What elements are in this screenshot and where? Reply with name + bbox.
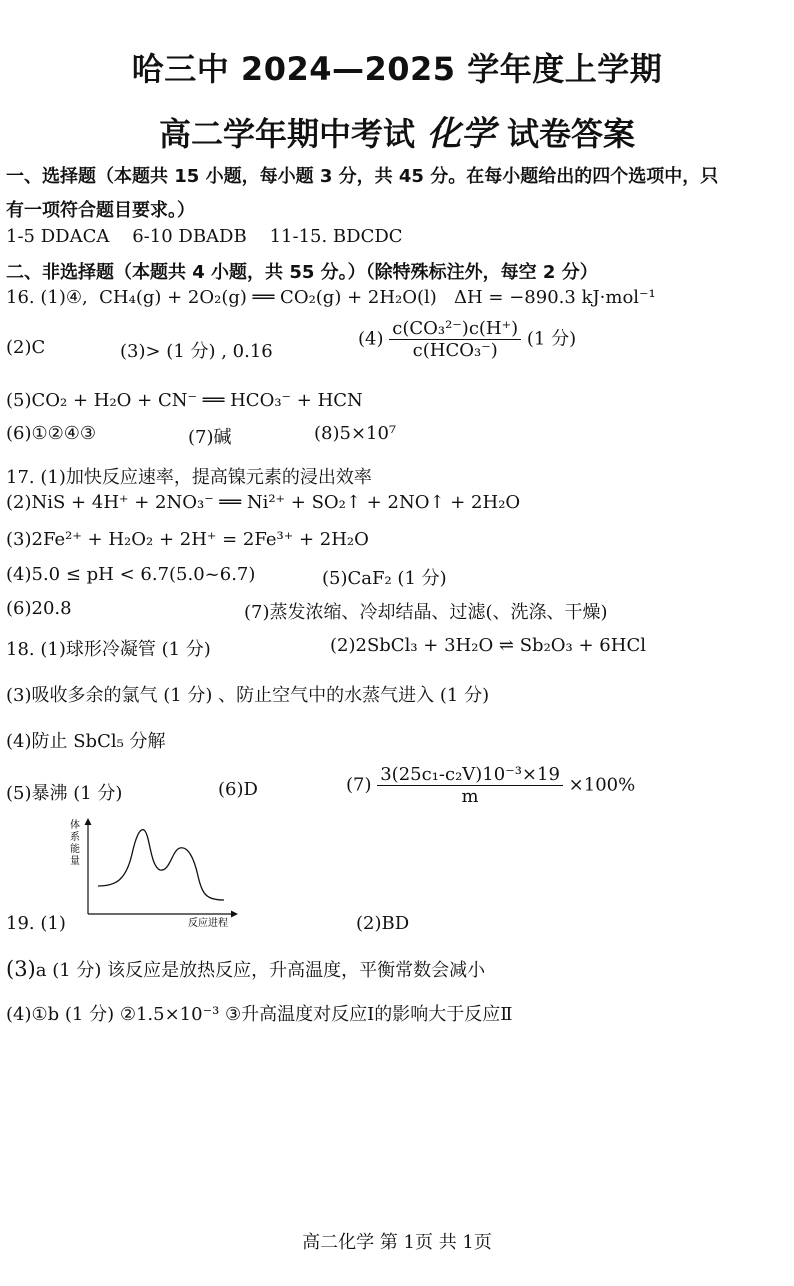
q16-p4-denominator: c(HCO₃⁻)	[412, 340, 498, 361]
q17-part3: (3)2Fe²⁺ + H₂O₂ + 2H⁺ = 2Fe³⁺ + 2H₂O	[6, 529, 369, 550]
page-subtitle	[0, 106, 794, 155]
q18-part1: 18. (1)球形冷凝管 (1 分)	[6, 639, 211, 660]
q18-p7-denominator: m	[461, 786, 479, 807]
section1-heading-a: 一、选择题（本题共 15 小题，每小题 3 分，共 45 分。在每小题给出的四个选项中，只	[6, 166, 719, 187]
graph-y-label: 体 系 能 量	[70, 820, 80, 867]
q16-part2: (2)C	[6, 337, 46, 358]
q18-p7-label: (7)	[346, 774, 372, 796]
subject-name: 化学	[427, 114, 495, 154]
q19-p3-text: a (1 分) 该反应是放热反应，升高温度，平衡常数会减小	[35, 960, 486, 981]
q16-part6: (6)①②④③	[6, 423, 97, 444]
subtitle-pre: 高二学年期中考试	[158, 115, 415, 153]
q17-part4: (4)5.0 ≤ pH < 6.7(5.0~6.7)	[6, 564, 256, 585]
q18-part2: (2)2SbCl₃ + 3H₂O ⇌ Sb₂O₃ + 6HCl	[330, 635, 646, 656]
q16-p4-fraction	[389, 318, 521, 361]
q19-part2: (2)BD	[356, 913, 410, 934]
q16-part4	[358, 318, 576, 361]
q17-part1: 17. (1)加快反应速率，提高镍元素的浸出效率	[6, 467, 372, 488]
x-axis-arrow-icon	[231, 911, 238, 918]
q17-part6: (6)20.8	[6, 598, 72, 619]
q16-part7: (7)碱	[188, 427, 232, 448]
page-footer: 高二化学 第 1页 共 1页	[302, 1232, 492, 1253]
q16-p4-numerator: c(CO₃²⁻)c(H⁺)	[389, 318, 521, 340]
q16-part5: (5)CO₂ + H₂O + CN⁻ ══ HCO₃⁻ + HCN	[6, 390, 363, 411]
q16-part3: (3)> (1 分) , 0.16	[120, 341, 273, 362]
subtitle-post: 试卷答案	[507, 115, 636, 153]
q18-part6: (6)D	[218, 779, 258, 800]
q19-part3	[6, 956, 485, 982]
q16-part1	[6, 287, 656, 308]
q18-p7-numerator: 3(25c₁-c₂V)10⁻³×19	[377, 764, 563, 786]
q17-part2: (2)NiS + 4H⁺ + 2NO₃⁻ ══ Ni²⁺ + SO₂↑ + 2NO↑ + 2H₂O	[6, 492, 521, 513]
q16-p4-label: (4)	[358, 328, 384, 350]
q18-part4: (4)防止 SbCl₅ 分解	[6, 731, 166, 752]
q16-p4-score: (1 分)	[526, 328, 577, 350]
energy-profile-graph	[64, 814, 244, 932]
q16-part8: (8)5×10⁷	[314, 423, 397, 444]
page-title: 哈三中 2024—2025 学年度上学期	[131, 50, 663, 88]
graph-x-label: 反应进程	[188, 918, 228, 929]
q18-part7	[346, 764, 635, 807]
q19-part1: 19. (1)	[6, 913, 66, 934]
q19-p3-label: (3)	[6, 957, 36, 981]
q18-part3: (3)吸收多余的氯气 (1 分) 、防止空气中的水蒸气进入 (1 分)	[6, 685, 490, 706]
q19-part4: (4)①b (1 分) ②1.5×10⁻³ ③升高温度对反应Ⅰ的影响大于反应Ⅱ	[6, 1004, 513, 1025]
energy-curve	[98, 830, 224, 900]
q16-p1-enthalpy: ΔH = −890.3 kJ·mol⁻¹	[453, 287, 656, 308]
section2-heading: 二、非选择题（本题共 4 小题，共 55 分。）（除特殊标注外，每空 2 分）	[6, 262, 598, 283]
q16-p1-equation: CH₄(g) + 2O₂(g) ══ CO₂(g) + 2H₂O(l)	[99, 287, 437, 308]
q17-part7: (7)蒸发浓缩、冷却结晶、过滤(、洗涤、干燥)	[244, 602, 608, 623]
choice-answers: 1-5 DDACA 6-10 DBADB 11-15. BDCDC	[6, 226, 403, 247]
q16-p1-prefix: 16. (1)④,	[6, 287, 88, 308]
q18-part5: (5)暴沸 (1 分)	[6, 783, 123, 804]
q18-p7-fraction	[377, 764, 563, 807]
y-axis-arrow-icon	[85, 818, 92, 825]
q18-p7-tail: ×100%	[568, 774, 636, 796]
q17-part5: (5)CaF₂ (1 分)	[322, 568, 447, 589]
section1-heading-b: 有一项符合题目要求。）	[6, 200, 195, 221]
